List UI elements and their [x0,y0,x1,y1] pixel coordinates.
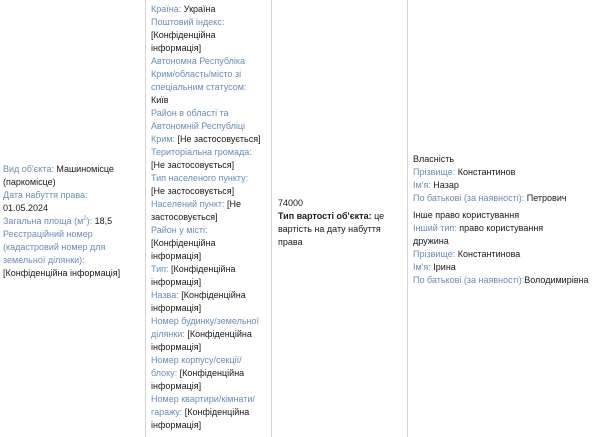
object-value-amount: 74000 [278,197,304,208]
region-value: Київ [151,95,169,105]
owner-surname-value: Константинов [457,167,516,177]
street-type-label: Тип: [151,264,169,274]
owner-patronymic-label: По батькові (за наявності): [413,193,525,203]
cadastral-number-label: Реєстраційний номер (кадастровий номер для земельної ділянки): [3,229,106,265]
house-number-label: Номер будинку/земельної ділянки: [151,316,259,339]
user-name-label: Ім'я: [413,262,431,272]
rights-column [413,0,602,437]
other-right-title: Інше право користування [413,210,520,220]
city-district-value: [Конфіденційна інформація] [151,238,216,261]
acquisition-date-value: 01.05.2024 [3,203,49,213]
owner-name-value: Назар [433,180,459,190]
cost-type-label: Тип вартості об'єкта: [278,210,372,221]
cost-type-value: це вартість на дату набуття права [278,210,385,247]
settlement-label: Населений пункт: [151,199,225,209]
object-details-column [3,0,143,437]
apartment-number-value: [Конфіденційна інформація] [151,407,250,430]
building-number-label: Номер корпусу/секції/блоку: [151,355,242,378]
user-surname-value: Константинова [457,249,521,259]
other-type-label: Інший тип: [413,223,457,233]
community-value: [Не застосовується] [151,160,235,170]
owner-patronymic-value: Петрович [526,193,567,203]
district-label: Район в області та Автономній Республіці Крим: [151,108,246,144]
postal-code-label: Поштовий індекс: [151,17,225,27]
region-label: Автономна Республіка Крим/область/місто зі спеціальним статусом: [151,56,247,92]
user-name-value: Ірина [433,262,456,272]
value-column [278,0,400,437]
address-cell [151,3,267,432]
house-number-value: [Конфіденційна інформація] [151,329,252,352]
settlement-value: [Не застосовується] [151,199,242,222]
apartment-number-label: Номер квартири/кімнати/гаражу: [151,394,255,417]
user-patronymic-value: Володимирівна [524,275,589,285]
object-details-cell [3,157,143,280]
column-divider-1 [145,0,146,437]
district-value: [Не застосовується] [177,134,261,144]
column-divider-3 [407,0,408,437]
address-column [151,0,267,437]
city-district-label: Район у місті: [151,225,208,235]
rights-cell [413,150,602,287]
street-type-value: [Конфіденційна інформація] [151,264,236,287]
owner-surname-label: Прізвище: [413,167,456,177]
settlement-type-label: Тип населеного пункту: [151,173,249,183]
total-area-label: Загальна площа $(м^2)$: [3,216,93,226]
ownership-title: Власність [413,154,455,164]
user-patronymic-label: По батькові (за наявності): [413,275,525,285]
street-name-label: Назва: [151,290,179,300]
settlement-type-value: [Не застосовується] [151,186,235,196]
cadastral-number-value: [Конфіденційна інформація] [3,268,121,278]
postal-code-value: [Конфіденційна інформація] [151,30,216,53]
other-type-value: право користування дружина [413,223,544,246]
community-label: Територіальна громада: [151,147,252,157]
street-name-value: [Конфіденційна інформація] [151,290,246,313]
column-divider-2 [271,0,272,437]
acquisition-date-label: Дата набуття права: [3,190,88,200]
user-surname-label: Прізвище: [413,249,456,259]
value-cell [278,189,400,249]
object-type-label: Вид об'єкта: [3,164,54,174]
country-value: Україна [183,4,216,14]
country-label: Країна: [151,4,182,14]
object-type-value: Машиномісце (паркомісце) [3,164,114,187]
building-number-value: [Конфіденційна інформація] [151,368,245,391]
total-area-value: 18,5 [94,216,113,226]
owner-name-label: Ім'я: [413,180,431,190]
